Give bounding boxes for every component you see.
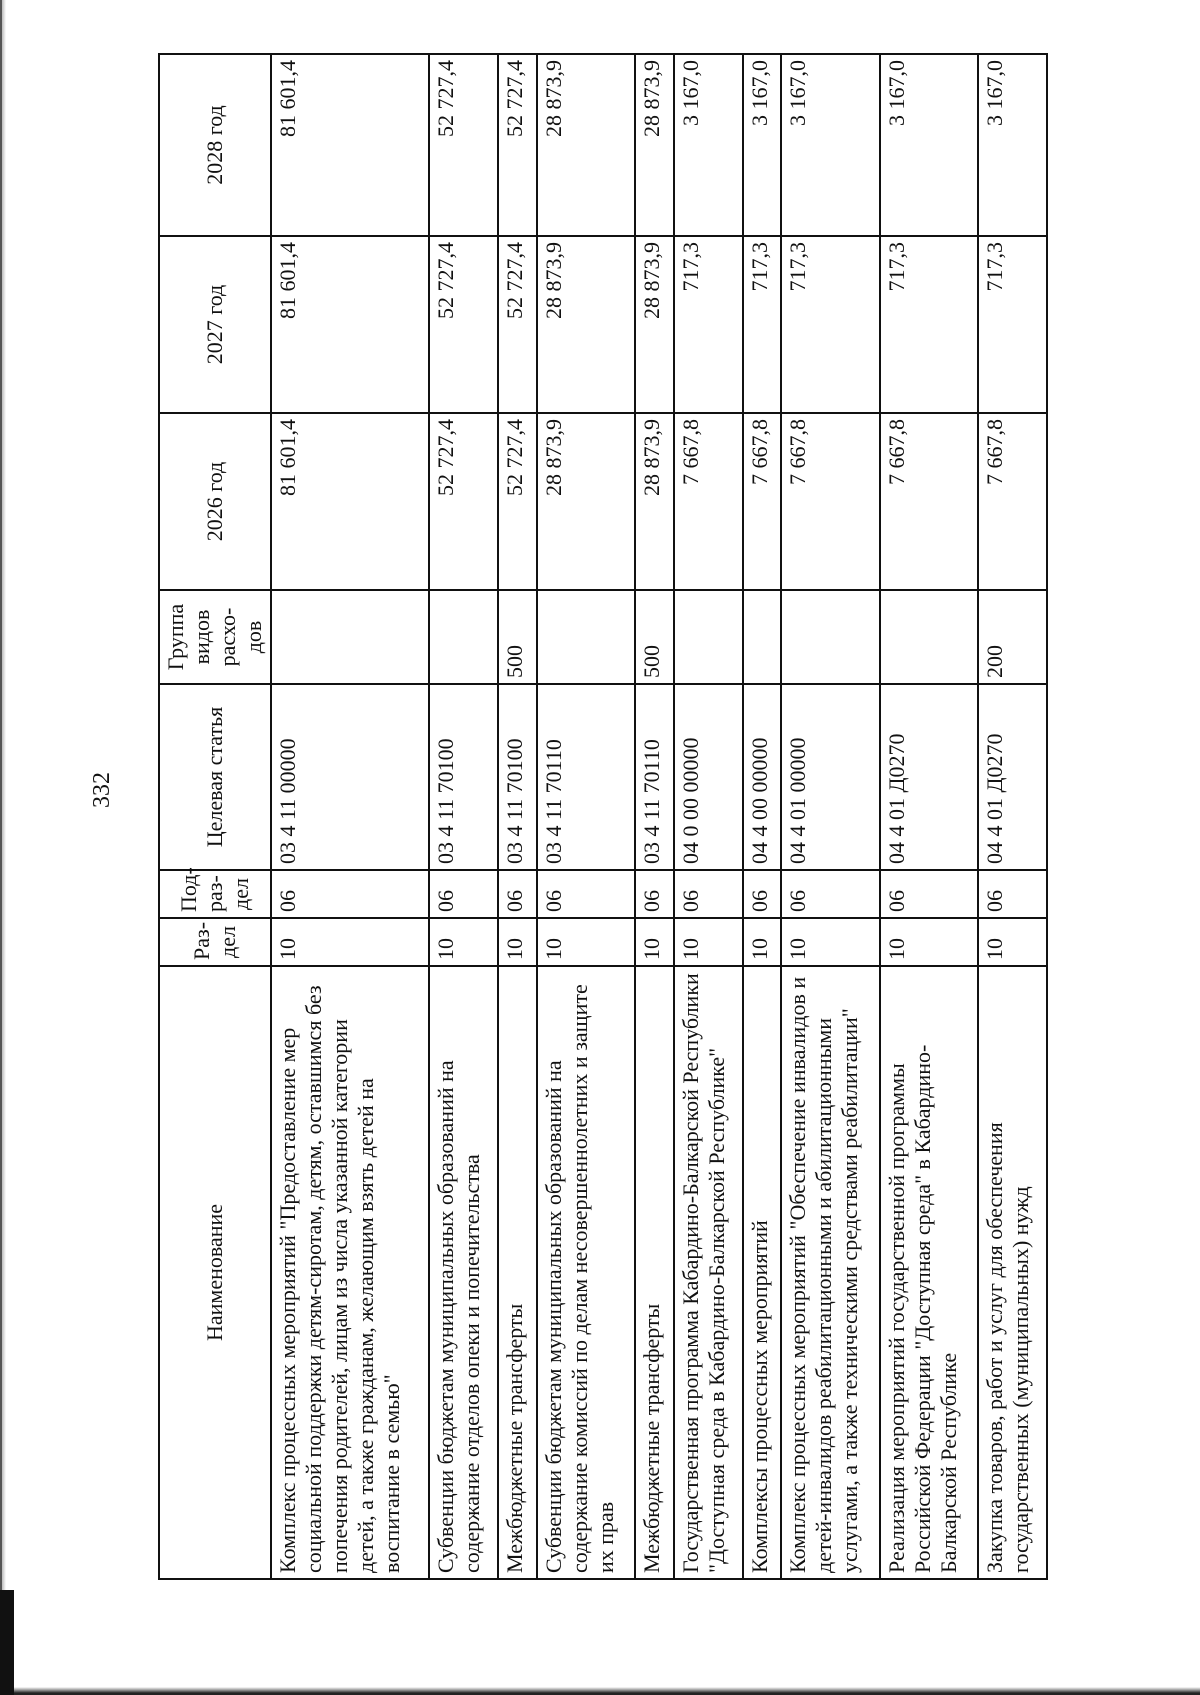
cell-group bbox=[743, 590, 782, 684]
cell-name: Межбюджетные трансферты bbox=[635, 966, 674, 1579]
cell-group: 500 bbox=[635, 590, 674, 684]
table-row bbox=[978, 54, 1047, 1579]
cell-group bbox=[271, 590, 429, 684]
cell-razdel: 10 bbox=[880, 918, 978, 966]
cell-2028: 3 167,0 bbox=[743, 54, 782, 236]
cell-target: 03 4 11 70100 bbox=[429, 684, 498, 870]
cell-2027: 52 727,4 bbox=[498, 236, 537, 413]
header-group: Группа видов расхо-дов bbox=[159, 590, 271, 684]
cell-name: Субвенции бюджетам муниципальных образований на содержание комиссий по делам несовершеннолетних и защите их прав bbox=[537, 966, 635, 1579]
cell-2028: 81 601,4 bbox=[271, 54, 429, 236]
cell-razdel: 10 bbox=[743, 918, 782, 966]
cell-razdel: 10 bbox=[978, 918, 1047, 966]
cell-2027: 52 727,4 bbox=[429, 236, 498, 413]
cell-2026: 7 667,8 bbox=[880, 413, 978, 590]
cell-podrazdel: 06 bbox=[498, 870, 537, 918]
cell-group bbox=[674, 590, 743, 684]
cell-razdel: 10 bbox=[271, 918, 429, 966]
cell-group bbox=[537, 590, 635, 684]
cell-2027: 717,3 bbox=[781, 236, 879, 413]
cell-podrazdel: 06 bbox=[880, 870, 978, 918]
cell-name: Комплексы процессных мероприятий bbox=[743, 966, 782, 1579]
cell-2027: 717,3 bbox=[743, 236, 782, 413]
cell-group: 500 bbox=[498, 590, 537, 684]
cell-2028: 52 727,4 bbox=[429, 54, 498, 236]
cell-2028: 3 167,0 bbox=[880, 54, 978, 236]
cell-target: 03 4 11 70100 bbox=[498, 684, 537, 870]
cell-razdel: 10 bbox=[429, 918, 498, 966]
cell-2026: 52 727,4 bbox=[429, 413, 498, 590]
table-row bbox=[271, 54, 429, 1579]
cell-podrazdel: 06 bbox=[781, 870, 879, 918]
header-name: Наименование bbox=[159, 966, 271, 1579]
table-row bbox=[537, 54, 635, 1579]
page-number: 332 bbox=[89, 772, 115, 808]
cell-name: Комплекс процессных мероприятий "Предоставление мер социальной поддержки детям-сиротам, детям, оставшимся без попечения родителей, лицам из числа указанной категории детей, а также гражданам, желающим взять детей на воспитание в семью" bbox=[271, 966, 429, 1579]
cell-2028: 28 873,9 bbox=[635, 54, 674, 236]
cell-podrazdel: 06 bbox=[978, 870, 1047, 918]
cell-name: Субвенции бюджетам муниципальных образований на содержание отделов опеки и попечительства bbox=[429, 966, 498, 1579]
header-podrazdel: Под-раз-дел bbox=[159, 870, 271, 918]
cell-name: Реализация мероприятий государственной программы Российской Федерации "Доступная среда" в Кабардино-Балкарской Республике bbox=[880, 966, 978, 1579]
cell-name: Закупка товаров, работ и услуг для обеспечения государственных (муниципальных) нужд bbox=[978, 966, 1047, 1579]
scan-edge-bottom bbox=[14, 1687, 1200, 1695]
budget-table bbox=[158, 53, 1048, 1580]
cell-target: 04 4 01 Д0270 bbox=[978, 684, 1047, 870]
header-2028: 2028 год bbox=[159, 54, 271, 236]
header-target: Целевая статья bbox=[159, 684, 271, 870]
cell-2028: 3 167,0 bbox=[674, 54, 743, 236]
scan-edge-left bbox=[0, 0, 6, 1695]
cell-target: 04 0 00 00000 bbox=[674, 684, 743, 870]
table-row bbox=[498, 54, 537, 1579]
cell-name: Межбюджетные трансферты bbox=[498, 966, 537, 1579]
cell-2028: 28 873,9 bbox=[537, 54, 635, 236]
cell-2026: 7 667,8 bbox=[743, 413, 782, 590]
cell-2027: 717,3 bbox=[880, 236, 978, 413]
header-2027: 2027 год bbox=[159, 236, 271, 413]
table-header-row bbox=[159, 54, 271, 1579]
cell-2026: 28 873,9 bbox=[537, 413, 635, 590]
cell-target: 03 4 11 70110 bbox=[635, 684, 674, 870]
cell-target: 04 4 01 00000 bbox=[781, 684, 879, 870]
table-row bbox=[743, 54, 782, 1579]
rotated-table-wrapper bbox=[158, 55, 1048, 1580]
cell-group bbox=[429, 590, 498, 684]
table-row bbox=[635, 54, 674, 1579]
cell-razdel: 10 bbox=[498, 918, 537, 966]
cell-podrazdel: 06 bbox=[674, 870, 743, 918]
cell-2027: 28 873,9 bbox=[635, 236, 674, 413]
cell-2027: 28 873,9 bbox=[537, 236, 635, 413]
table-row bbox=[781, 54, 879, 1579]
cell-target: 03 4 11 00000 bbox=[271, 684, 429, 870]
cell-target: 04 4 00 00000 bbox=[743, 684, 782, 870]
cell-2028: 3 167,0 bbox=[781, 54, 879, 236]
cell-2026: 81 601,4 bbox=[271, 413, 429, 590]
cell-group bbox=[781, 590, 879, 684]
header-2026: 2026 год bbox=[159, 413, 271, 590]
cell-2026: 52 727,4 bbox=[498, 413, 537, 590]
cell-group bbox=[880, 590, 978, 684]
cell-target: 04 4 01 Д0270 bbox=[880, 684, 978, 870]
cell-razdel: 10 bbox=[674, 918, 743, 966]
cell-razdel: 10 bbox=[537, 918, 635, 966]
cell-group: 200 bbox=[978, 590, 1047, 684]
cell-2026: 28 873,9 bbox=[635, 413, 674, 590]
table-row bbox=[880, 54, 978, 1579]
cell-podrazdel: 06 bbox=[635, 870, 674, 918]
cell-2027: 717,3 bbox=[674, 236, 743, 413]
table-row bbox=[429, 54, 498, 1579]
header-razdel: Раз-дел bbox=[159, 918, 271, 966]
cell-2026: 7 667,8 bbox=[674, 413, 743, 590]
cell-podrazdel: 06 bbox=[429, 870, 498, 918]
cell-podrazdel: 06 bbox=[743, 870, 782, 918]
cell-2028: 52 727,4 bbox=[498, 54, 537, 236]
cell-name: Государственная программа Кабардино-Балкарской Республики "Доступная среда в Кабардино-Балкарской Республике" bbox=[674, 966, 743, 1579]
cell-2026: 7 667,8 bbox=[978, 413, 1047, 590]
cell-name: Комплекс процессных мероприятий "Обеспечение инвалидов и детей-инвалидов реабилитационными и абилитационными услугами, а также техническими средствами реабилитации" bbox=[781, 966, 879, 1579]
table-row bbox=[674, 54, 743, 1579]
scan-edge-corner bbox=[0, 1590, 14, 1695]
cell-target: 03 4 11 70110 bbox=[537, 684, 635, 870]
cell-razdel: 10 bbox=[635, 918, 674, 966]
cell-razdel: 10 bbox=[781, 918, 879, 966]
cell-2028: 3 167,0 bbox=[978, 54, 1047, 236]
cell-2027: 81 601,4 bbox=[271, 236, 429, 413]
cell-2027: 717,3 bbox=[978, 236, 1047, 413]
cell-2026: 7 667,8 bbox=[781, 413, 879, 590]
cell-podrazdel: 06 bbox=[271, 870, 429, 918]
cell-podrazdel: 06 bbox=[537, 870, 635, 918]
